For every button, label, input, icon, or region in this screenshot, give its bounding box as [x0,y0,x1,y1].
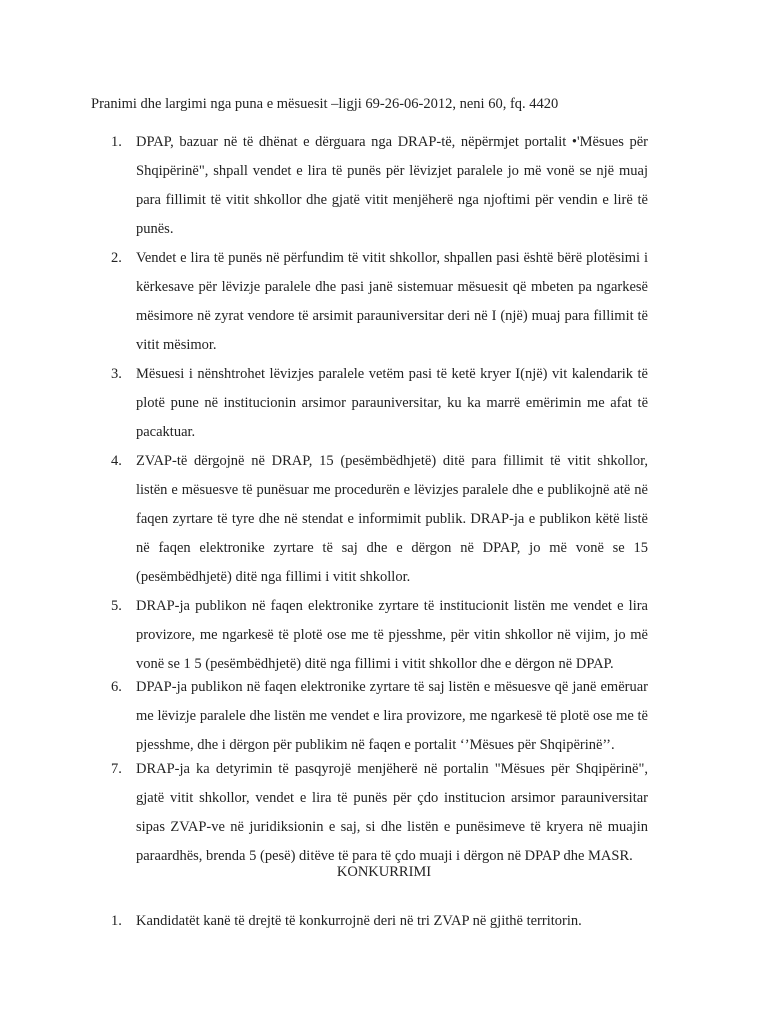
list-item [0,673,768,755]
document-heading: Pranimi dhe largimi nga puna e mësuesit –ligji 69-26-06-2012, neni 60, fq. 4420 [91,96,559,112]
item-number: 5. [111,598,122,614]
list-item [0,244,768,360]
list-item [0,360,768,447]
list-item [0,128,768,244]
item-number: 7. [111,761,122,777]
list-item [0,755,768,871]
item-text: Vendet e lira të punës në përfundim të vitit shkollor, shpallen pasi është bërë plotësimi i kërkesave për lëvizje paralele dhe pasi janë sistemuar mësuesit që mbeten pa ngarkesë mësimore në zyrat vendore të arsimit parauniversitar deri në I (një) muaj para fillimit të vitit mësimor. [136,250,648,353]
section-title: KONKURRIMI [336,864,432,880]
item-number: 2. [111,250,122,266]
item-number: 1. [111,134,122,150]
item-text: Mësuesi i nënshtrohet lëvizjes paralele vetëm pasi të ketë kryer I(një) vit kalendarik të plotë pune në institucionin arsimor parauniversitar, ku ka marrë emërimin me afat të pacaktuar. [136,366,648,440]
item-number: 6. [111,679,122,695]
item-text: DRAP-ja ka detyrimin të pasqyrojë menjëherë në portalin "Mësues për Shqipërinë", gjatë vitit shkollor, vendet e lira të punës për çdo institucion arsimor parauniversitar sipas ZVAP-ve në juridiksionin e saj, si dhe listën e punësimeve të kryera në muajin paraardhës, brenda 5 (pesë) ditëve të para të çdo muaji i dërgon në DPAP dhe MASR. [136,761,648,864]
item-number: 4. [111,453,122,469]
item-text: DRAP-ja publikon në faqen elektronike zyrtare të institucionit listën me vendet e lira provizore, me ngarkesë të plotë ose me të pjesshme, për vitin shkollor në vijim, jo më vonë se 1 5 (pesëmbëdhjetë) ditë nga fillimi i vitit shkollor dhe e dërgon në DPAP. [136,598,648,672]
list-item [0,447,768,592]
item-text: ZVAP-të dërgojnë në DRAP, 15 (pesëmbëdhjetë) ditë para fillimit të vitit shkollor, listën e mësuesve të punësuar me procedurën e lëvizjes paralele dhe e publikojnë atë në faqen zyrtare të tyre dhe në stendat e informimit publik. DRAP-ja e publikon këtë listë në faqen elektronike zyrtare të saj dhe e dërgon në DPAP, jo më vonë se 15 (pesëmbëdhjetë) ditë nga fillimi i vitit shkollor. [136,453,648,585]
item-number: 3. [111,366,122,382]
rules-list [0,128,768,871]
item-text: Kandidatët kanë të drejtë të konkurrojnë deri në tri ZVAP në gjithë territorin. [136,913,582,929]
list-item [0,592,768,673]
item-text: DPAP, bazuar në të dhënat e dërguara nga DRAP-të, nëpërmjet portalit •'Mësues për Shqipërinë", shpall vendet e lira të punës për lëvizjet paralele jo më vonë se një muaj para fillimit të vitit shkollor dhe gjatë vitit menjëherë nga njoftimi për vendin e lirë të punës. [136,134,648,237]
list-item [0,907,768,937]
item-number: 1. [111,913,122,929]
item-text: DPAP-ja publikon në faqen elektronike zyrtare të saj listën e mësuesve që janë emëruar me lëvizje paralele dhe listën me vendet e lira provizore, me ngarkesë të plotë ose me të pjesshme, dhe i dërgon për publikim në faqen e portalit ‘’Mësues për Shqipërinë’’. [136,679,648,753]
section-list [0,907,768,937]
